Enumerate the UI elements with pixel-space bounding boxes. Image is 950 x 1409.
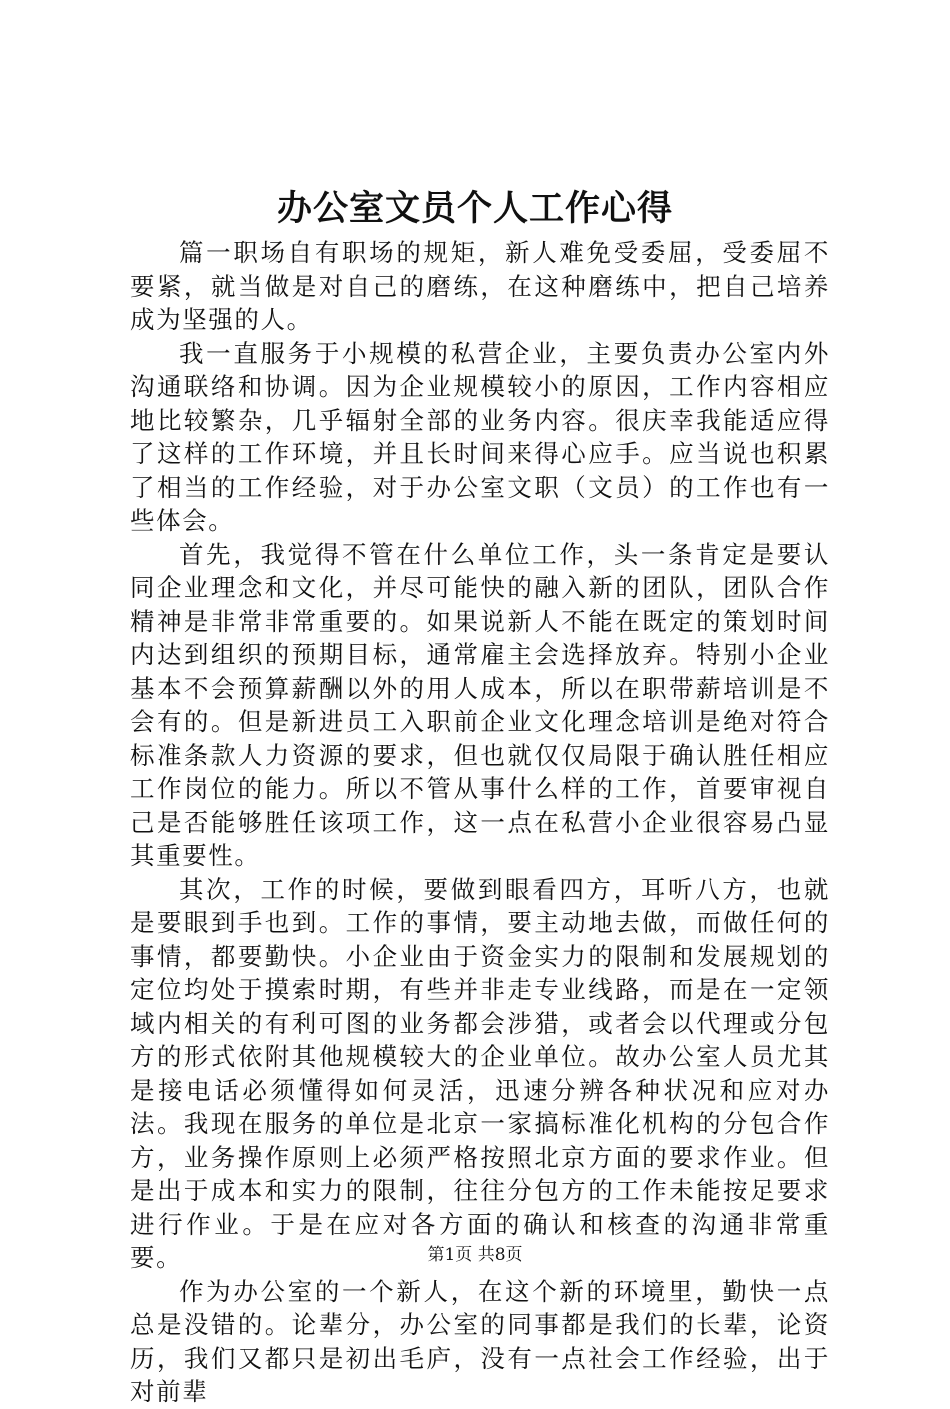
document-title: 办公室文员个人工作心得	[276, 188, 673, 229]
page-footer	[0, 1243, 950, 1267]
page-number: 第1页 共8页	[427, 1245, 523, 1265]
paragraph-2: 我一直服务于小规模的私营企业，主要负责办公室内外沟通联络和协调。因为企业规模较小的原因，工作内容相应地比较繁杂，几乎辐射全部的业务内容。很庆幸我能适应得了这样的工作环境，并且长时间来得心应手。应当说也积累了相当的工作经验，对于办公室文职（文员）的工作也有一些体会。	[130, 338, 830, 535]
document-body	[130, 236, 830, 1409]
paragraph-3: 首先，我觉得不管在什么单位工作，头一条肯定是要认同企业理念和文化，并尽可能快的融入新的团队，团队合作精神是非常非常重要的。如果说新人不能在既定的策划时间内达到组织的预期目标，通常雇主会选择放弃。特别小企业基本不会预算薪酬以外的用人成本，所以在职带薪培训是不会有的。但是新进员工入职前企业文化理念培训是绝对符合标准条款人力资源的要求，但也就仅仅局限于确认胜任相应工作岗位的能力。所以不管从事什么样的工作，首要审视自己是否能够胜任该项工作，这一点在私营小企业很容易凸显其重要性。	[130, 539, 830, 870]
paragraph-5: 作为办公室的一个新人，在这个新的环境里，勤快一点总是没错的。论辈分，办公室的同事都是我们的长辈，论资历，我们又都只是初出毛庐，没有一点社会工作经验，出于对前辈	[130, 1276, 830, 1406]
paragraph-4: 其次，工作的时候，要做到眼看四方，耳听八方，也就是要眼到手也到。工作的事情，要主动地去做，而做任何的事情，都要勤快。小企业由于资金实力的限制和发展规划的定位均处于摸索时期，有些并非走专业线路，而是在一定领域内相关的有利可图的业务都会涉猎，或者会以代理或分包方的形式依附其他规模较大的企业单位。故办公室人员尤其是接电话必须懂得如何灵活，迅速分辨各种状况和应对办法。我现在服务的单位是北京一家搞标准化机构的分包合作方，业务操作原则上必须严格按照北京方面的要求作业。但是出于成本和实力的限制，往往分包方的工作未能按足要求进行作业。于是在应对各方面的确认和核查的沟通非常重要。	[130, 874, 830, 1272]
paragraph-1: 篇一职场自有职场的规矩，新人难免受委屈，受委屈不要紧，就当做是对自己的磨练，在这种磨练中，把自己培养成为坚强的人。	[130, 238, 830, 334]
